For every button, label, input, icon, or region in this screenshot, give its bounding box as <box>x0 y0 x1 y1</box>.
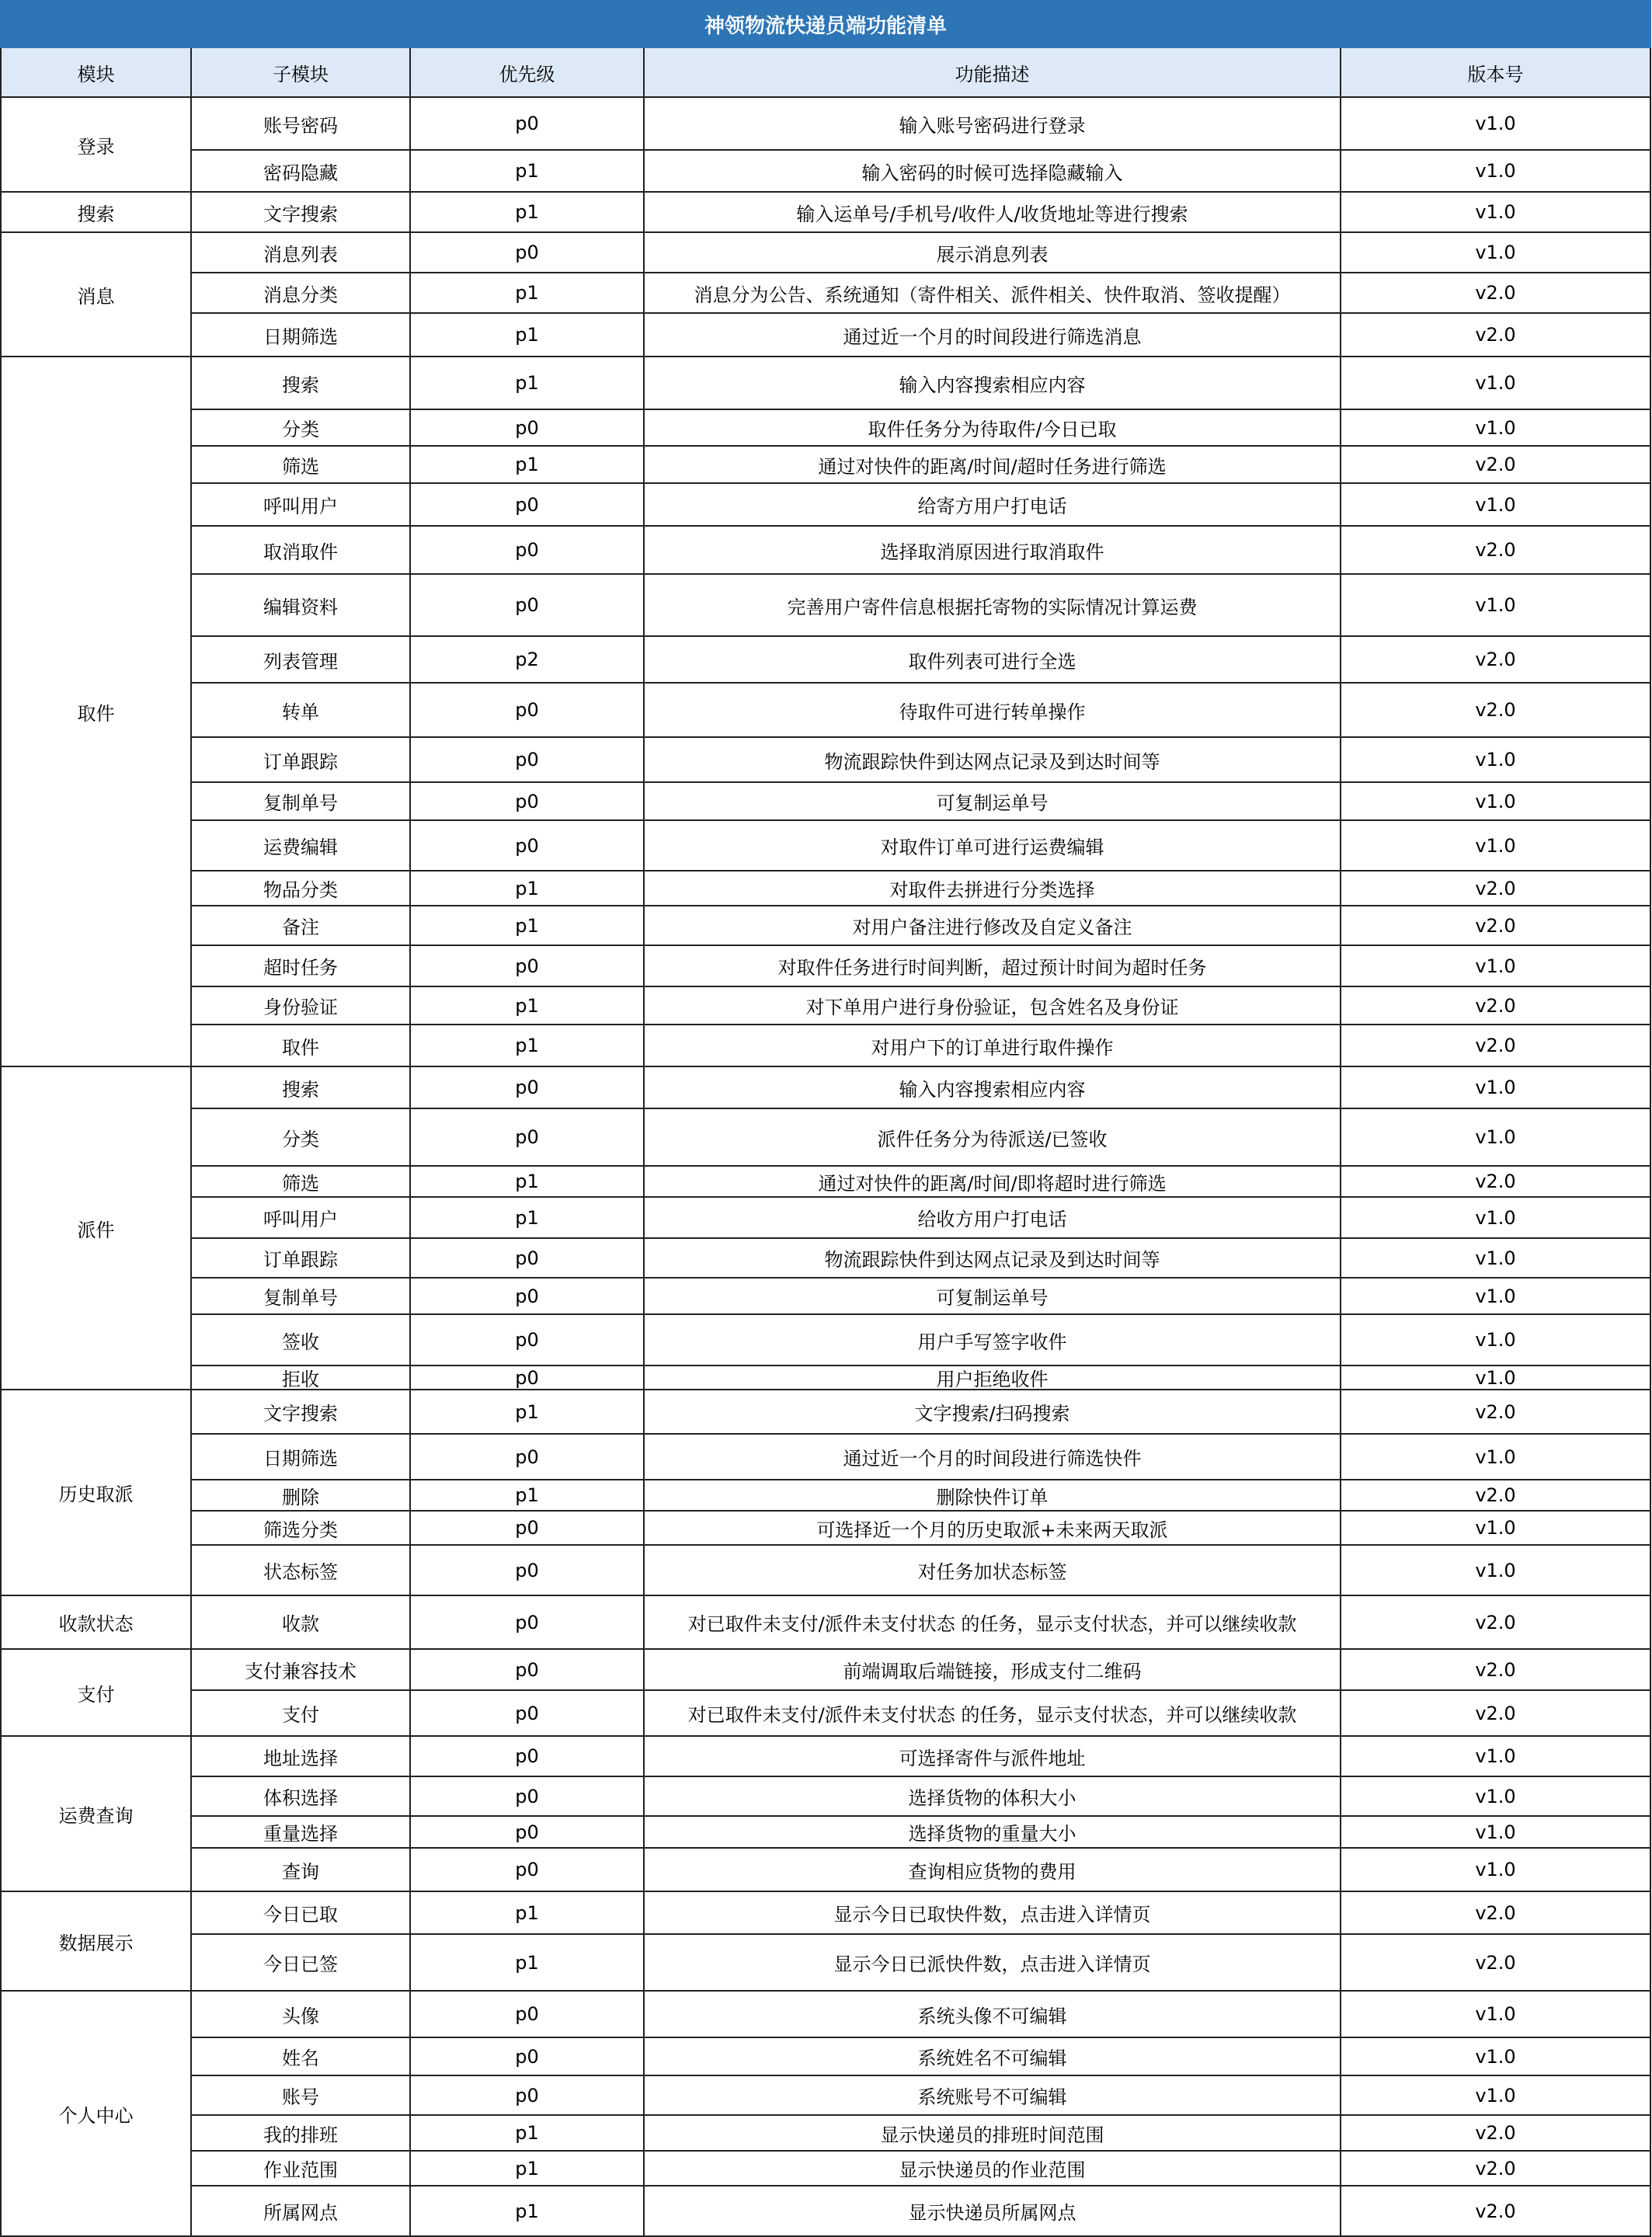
cell-priority: p0 <box>411 2076 645 2116</box>
cell-version: v1.0 <box>1341 1198 1651 1239</box>
cell-submodule: 筛选分类 <box>192 1512 411 1546</box>
cell-submodule: 复制单号 <box>192 783 411 821</box>
cell-submodule: 分类 <box>192 1109 411 1167</box>
cell-submodule: 编辑资料 <box>192 575 411 637</box>
cell-version: v1.0 <box>1341 575 1651 637</box>
cell-version: v1.0 <box>1341 821 1651 871</box>
header-module: 模块 <box>0 48 192 98</box>
cell-description: 完善用户寄件信息根据托寄物的实际情况计算运费 <box>645 575 1341 637</box>
cell-description: 物流跟踪快件到达网点记录及到达时间等 <box>645 738 1341 783</box>
cell-version: v1.0 <box>1341 233 1651 273</box>
cell-description: 通过对快件的距离/时间/超时任务进行筛选 <box>645 447 1341 484</box>
cell-submodule: 头像 <box>192 1992 411 2038</box>
cell-priority: p0 <box>411 1366 645 1390</box>
cell-description: 消息分为公告、系统通知（寄件相关、派件相关、快件取消、签收提醒） <box>645 273 1341 314</box>
cell-version: v1.0 <box>1341 484 1651 527</box>
cell-description: 取件任务分为待取件/今日已取 <box>645 410 1341 447</box>
cell-version: v1.0 <box>1341 2038 1651 2076</box>
cell-description: 显示今日已取快件数，点击进入详情页 <box>645 1892 1341 1935</box>
cell-version: v2.0 <box>1341 1650 1651 1691</box>
cell-priority: p1 <box>411 151 645 193</box>
cell-priority: p1 <box>411 987 645 1025</box>
cell-priority: p0 <box>411 1691 645 1737</box>
cell-version: v1.0 <box>1341 1239 1651 1279</box>
header-version: 版本号 <box>1341 48 1651 98</box>
cell-priority: p1 <box>411 871 645 906</box>
cell-submodule: 文字搜索 <box>192 1390 411 1435</box>
cell-submodule: 账号密码 <box>192 98 411 151</box>
cell-submodule: 分类 <box>192 410 411 447</box>
cell-priority: p2 <box>411 637 645 684</box>
cell-priority: p0 <box>411 684 645 738</box>
cell-description: 给收方用户打电话 <box>645 1198 1341 1239</box>
cell-submodule: 转单 <box>192 684 411 738</box>
cell-version: v2.0 <box>1341 987 1651 1025</box>
cell-submodule: 账号 <box>192 2076 411 2116</box>
header-submodule: 子模块 <box>192 48 411 98</box>
cell-version: v2.0 <box>1341 447 1651 484</box>
cell-priority: p0 <box>411 1109 645 1167</box>
header-description: 功能描述 <box>645 48 1341 98</box>
module-cell: 消息 <box>0 233 192 357</box>
cell-version: v1.0 <box>1341 98 1651 151</box>
cell-submodule: 复制单号 <box>192 1279 411 1315</box>
cell-version: v1.0 <box>1341 946 1651 987</box>
cell-version: v1.0 <box>1341 1777 1651 1817</box>
cell-description: 显示快递员的排班时间范围 <box>645 2116 1341 2152</box>
cell-priority: p0 <box>411 527 645 575</box>
cell-priority: p0 <box>411 946 645 987</box>
cell-version: v1.0 <box>1341 1109 1651 1167</box>
cell-description: 对已取件未支付/派件未支付状态 的任务，显示支付状态，并可以继续收款 <box>645 1691 1341 1737</box>
cell-priority: p1 <box>411 447 645 484</box>
cell-version: v2.0 <box>1341 2152 1651 2187</box>
cell-priority: p0 <box>411 1512 645 1546</box>
cell-version: v1.0 <box>1341 2076 1651 2116</box>
module-cell: 登录 <box>0 98 192 193</box>
cell-priority: p1 <box>411 357 645 410</box>
cell-submodule: 物品分类 <box>192 871 411 906</box>
cell-description: 可选择寄件与派件地址 <box>645 1737 1341 1777</box>
cell-submodule: 今日已签 <box>192 1935 411 1992</box>
cell-priority: p1 <box>411 193 645 233</box>
cell-version: v2.0 <box>1341 871 1651 906</box>
cell-priority: p1 <box>411 1892 645 1935</box>
cell-version: v1.0 <box>1341 410 1651 447</box>
module-cell: 支付 <box>0 1650 192 1737</box>
cell-description: 删除快件订单 <box>645 1480 1341 1512</box>
cell-version: v1.0 <box>1341 1992 1651 2038</box>
cell-priority: p1 <box>411 906 645 946</box>
cell-version: v1.0 <box>1341 1512 1651 1546</box>
cell-submodule: 今日已取 <box>192 1892 411 1935</box>
cell-description: 对用户备注进行修改及自定义备注 <box>645 906 1341 946</box>
cell-description: 展示消息列表 <box>645 233 1341 273</box>
cell-description: 对下单用户进行身份验证，包含姓名及身份证 <box>645 987 1341 1025</box>
cell-submodule: 密码隐藏 <box>192 151 411 193</box>
cell-version: v1.0 <box>1341 783 1651 821</box>
cell-submodule: 支付兼容技术 <box>192 1650 411 1691</box>
cell-description: 用户拒绝收件 <box>645 1366 1341 1390</box>
cell-version: v2.0 <box>1341 273 1651 314</box>
cell-submodule: 运费编辑 <box>192 821 411 871</box>
cell-version: v1.0 <box>1341 357 1651 410</box>
cell-priority: p0 <box>411 575 645 637</box>
cell-description: 可选择近一个月的历史取派+未来两天取派 <box>645 1512 1341 1546</box>
cell-description: 输入密码的时候可选择隐藏输入 <box>645 151 1341 193</box>
cell-description: 输入账号密码进行登录 <box>645 98 1341 151</box>
cell-priority: p1 <box>411 1390 645 1435</box>
cell-submodule: 列表管理 <box>192 637 411 684</box>
cell-description: 输入内容搜索相应内容 <box>645 1067 1341 1109</box>
cell-priority: p0 <box>411 1546 645 1596</box>
cell-submodule: 姓名 <box>192 2038 411 2076</box>
cell-description: 取件列表可进行全选 <box>645 637 1341 684</box>
cell-version: v2.0 <box>1341 637 1651 684</box>
cell-description: 通过近一个月的时间段进行筛选消息 <box>645 314 1341 357</box>
cell-submodule: 取消取件 <box>192 527 411 575</box>
cell-priority: p0 <box>411 2038 645 2076</box>
cell-description: 显示快递员所属网点 <box>645 2187 1341 2237</box>
cell-submodule: 文字搜索 <box>192 193 411 233</box>
cell-version: v2.0 <box>1341 684 1651 738</box>
cell-submodule: 查询 <box>192 1849 411 1892</box>
module-cell: 收款状态 <box>0 1596 192 1650</box>
cell-priority: p1 <box>411 314 645 357</box>
module-cell: 个人中心 <box>0 1992 192 2237</box>
cell-priority: p1 <box>411 1935 645 1992</box>
cell-submodule: 所属网点 <box>192 2187 411 2237</box>
cell-priority: p0 <box>411 738 645 783</box>
cell-description: 对用户下的订单进行取件操作 <box>645 1025 1341 1067</box>
cell-submodule: 超时任务 <box>192 946 411 987</box>
cell-version: v1.0 <box>1341 1366 1651 1390</box>
cell-submodule: 搜索 <box>192 1067 411 1109</box>
cell-version: v2.0 <box>1341 2116 1651 2152</box>
cell-priority: p1 <box>411 1480 645 1512</box>
cell-description: 对已取件未支付/派件未支付状态 的任务，显示支付状态，并可以继续收款 <box>645 1596 1341 1650</box>
cell-priority: p0 <box>411 410 645 447</box>
cell-priority: p1 <box>411 2152 645 2187</box>
cell-version: v2.0 <box>1341 906 1651 946</box>
cell-description: 选择货物的体积大小 <box>645 1777 1341 1817</box>
cell-submodule: 拒收 <box>192 1366 411 1390</box>
cell-submodule: 重量选择 <box>192 1817 411 1849</box>
cell-version: v2.0 <box>1341 1025 1651 1067</box>
cell-description: 对取件去拼进行分类选择 <box>645 871 1341 906</box>
cell-description: 待取件可进行转单操作 <box>645 684 1341 738</box>
cell-priority: p0 <box>411 1650 645 1691</box>
cell-version: v1.0 <box>1341 1817 1651 1849</box>
cell-description: 输入内容搜索相应内容 <box>645 357 1341 410</box>
cell-description: 选择货物的重量大小 <box>645 1817 1341 1849</box>
cell-submodule: 状态标签 <box>192 1546 411 1596</box>
cell-submodule: 消息列表 <box>192 233 411 273</box>
cell-version: v2.0 <box>1341 1596 1651 1650</box>
cell-description: 文字搜索/扫码搜索 <box>645 1390 1341 1435</box>
module-cell: 数据展示 <box>0 1892 192 1992</box>
cell-description: 可复制运单号 <box>645 1279 1341 1315</box>
cell-priority: p0 <box>411 1849 645 1892</box>
cell-submodule: 筛选 <box>192 1167 411 1198</box>
cell-priority: p0 <box>411 1737 645 1777</box>
cell-description: 系统头像不可编辑 <box>645 1992 1341 2038</box>
cell-submodule: 删除 <box>192 1480 411 1512</box>
cell-description: 对任务加状态标签 <box>645 1546 1341 1596</box>
cell-description: 选择取消原因进行取消取件 <box>645 527 1341 575</box>
cell-description: 派件任务分为待派送/已签收 <box>645 1109 1341 1167</box>
cell-version: v1.0 <box>1341 1737 1651 1777</box>
header-priority: 优先级 <box>411 48 645 98</box>
cell-priority: p0 <box>411 1067 645 1109</box>
cell-version: v1.0 <box>1341 1435 1651 1480</box>
module-cell: 历史取派 <box>0 1390 192 1596</box>
cell-version: v2.0 <box>1341 314 1651 357</box>
cell-submodule: 呼叫用户 <box>192 484 411 527</box>
cell-priority: p1 <box>411 1198 645 1239</box>
cell-version: v2.0 <box>1341 1167 1651 1198</box>
cell-version: v1.0 <box>1341 1849 1651 1892</box>
cell-version: v1.0 <box>1341 151 1651 193</box>
cell-priority: p0 <box>411 1992 645 2038</box>
cell-description: 物流跟踪快件到达网点记录及到达时间等 <box>645 1239 1341 1279</box>
cell-submodule: 备注 <box>192 906 411 946</box>
cell-priority: p1 <box>411 273 645 314</box>
cell-submodule: 搜索 <box>192 357 411 410</box>
cell-description: 系统账号不可编辑 <box>645 2076 1341 2116</box>
cell-version: v2.0 <box>1341 1935 1651 1992</box>
cell-priority: p0 <box>411 783 645 821</box>
cell-version: v1.0 <box>1341 1279 1651 1315</box>
cell-description: 系统姓名不可编辑 <box>645 2038 1341 2076</box>
cell-priority: p0 <box>411 1596 645 1650</box>
cell-submodule: 地址选择 <box>192 1737 411 1777</box>
module-cell: 运费查询 <box>0 1737 192 1892</box>
cell-submodule: 我的排班 <box>192 2116 411 2152</box>
cell-version: v1.0 <box>1341 1546 1651 1596</box>
cell-priority: p1 <box>411 2187 645 2237</box>
cell-version: v2.0 <box>1341 1691 1651 1737</box>
cell-description: 通过对快件的距离/时间/即将超时进行筛选 <box>645 1167 1341 1198</box>
cell-description: 可复制运单号 <box>645 783 1341 821</box>
cell-submodule: 日期筛选 <box>192 1435 411 1480</box>
cell-priority: p0 <box>411 1239 645 1279</box>
cell-submodule: 消息分类 <box>192 273 411 314</box>
cell-version: v2.0 <box>1341 1390 1651 1435</box>
sheet-title: 神领物流快递员端功能清单 <box>0 0 1651 48</box>
cell-description: 通过近一个月的时间段进行筛选快件 <box>645 1435 1341 1480</box>
module-cell: 派件 <box>0 1067 192 1390</box>
cell-priority: p0 <box>411 821 645 871</box>
cell-priority: p0 <box>411 1279 645 1315</box>
cell-version: v1.0 <box>1341 1315 1651 1366</box>
module-cell: 取件 <box>0 357 192 1067</box>
cell-description: 对取件订单可进行运费编辑 <box>645 821 1341 871</box>
module-cell: 搜索 <box>0 193 192 233</box>
cell-version: v2.0 <box>1341 2187 1651 2237</box>
cell-description: 给寄方用户打电话 <box>645 484 1341 527</box>
cell-submodule: 呼叫用户 <box>192 1198 411 1239</box>
cell-priority: p0 <box>411 98 645 151</box>
cell-description: 显示今日已派快件数，点击进入详情页 <box>645 1935 1341 1992</box>
cell-priority: p0 <box>411 1315 645 1366</box>
cell-description: 对取件任务进行时间判断，超过预计时间为超时任务 <box>645 946 1341 987</box>
cell-submodule: 订单跟踪 <box>192 738 411 783</box>
cell-submodule: 体积选择 <box>192 1777 411 1817</box>
cell-version: v1.0 <box>1341 738 1651 783</box>
cell-version: v1.0 <box>1341 1067 1651 1109</box>
cell-priority: p1 <box>411 2116 645 2152</box>
cell-description: 查询相应货物的费用 <box>645 1849 1341 1892</box>
cell-priority: p0 <box>411 233 645 273</box>
cell-submodule: 身份验证 <box>192 987 411 1025</box>
cell-submodule: 取件 <box>192 1025 411 1067</box>
cell-priority: p0 <box>411 1435 645 1480</box>
cell-version: v2.0 <box>1341 1892 1651 1935</box>
cell-priority: p1 <box>411 1167 645 1198</box>
cell-version: v2.0 <box>1341 527 1651 575</box>
cell-submodule: 收款 <box>192 1596 411 1650</box>
cell-submodule: 筛选 <box>192 447 411 484</box>
cell-priority: p0 <box>411 1777 645 1817</box>
cell-submodule: 订单跟踪 <box>192 1239 411 1279</box>
cell-priority: p0 <box>411 1817 645 1849</box>
cell-priority: p1 <box>411 1025 645 1067</box>
cell-description: 输入运单号/手机号/收件人/收货地址等进行搜索 <box>645 193 1341 233</box>
cell-submodule: 作业范围 <box>192 2152 411 2187</box>
cell-submodule: 日期筛选 <box>192 314 411 357</box>
cell-description: 用户手写签字收件 <box>645 1315 1341 1366</box>
cell-version: v1.0 <box>1341 193 1651 233</box>
cell-version: v2.0 <box>1341 1480 1651 1512</box>
cell-priority: p0 <box>411 484 645 527</box>
cell-submodule: 支付 <box>192 1691 411 1737</box>
cell-submodule: 签收 <box>192 1315 411 1366</box>
cell-description: 前端调取后端链接，形成支付二维码 <box>645 1650 1341 1691</box>
cell-description: 显示快递员的作业范围 <box>645 2152 1341 2187</box>
